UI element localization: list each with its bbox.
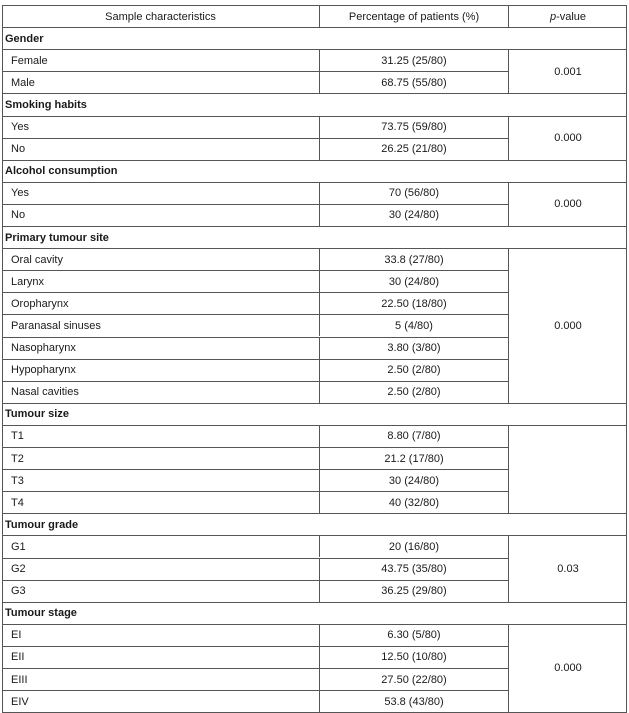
- row-value: 68.75 (55/80): [319, 72, 508, 93]
- section-title: Gender: [5, 32, 44, 45]
- table-row: [2, 668, 508, 690]
- table-row: [2, 359, 508, 381]
- table-row: [2, 425, 508, 447]
- p-value-cell: 0.000: [508, 248, 627, 403]
- table-row: [2, 248, 508, 270]
- table-header-row: [2, 5, 627, 27]
- row-label: T1: [11, 430, 24, 443]
- table-row: [2, 580, 508, 602]
- row-value: 22.50 (18/80): [319, 293, 508, 314]
- row-label: T4: [11, 496, 24, 509]
- header-p-suffix: -value: [556, 10, 587, 23]
- row-value: 70 (56/80): [319, 183, 508, 204]
- row-label: Female: [11, 54, 48, 67]
- section-title: Tumour grade: [5, 518, 79, 531]
- table-row: [2, 337, 508, 359]
- table-row: [2, 558, 508, 580]
- row-value: 21.2 (17/80): [319, 448, 508, 469]
- table-row: [2, 469, 508, 491]
- header-sample-characteristics: Sample characteristics: [105, 10, 216, 23]
- table-row: [2, 381, 508, 403]
- row-value: 26.25 (21/80): [319, 139, 508, 160]
- row-label: T2: [11, 452, 24, 465]
- row-label: EIII: [11, 673, 28, 686]
- row-label: T3: [11, 474, 24, 487]
- row-value: 12.50 (10/80): [319, 647, 508, 668]
- section-row: [2, 93, 627, 115]
- table-row: [2, 690, 508, 712]
- row-label: EIV: [11, 695, 29, 708]
- row-label: No: [11, 143, 26, 156]
- table-row: [2, 447, 508, 469]
- row-value: 40 (32/80): [319, 492, 508, 513]
- header-p-letter: p: [549, 10, 557, 23]
- row-label: Yes: [11, 187, 29, 200]
- section-row: [2, 27, 627, 49]
- row-label: Oropharynx: [11, 297, 69, 310]
- row-label: Yes: [11, 121, 29, 133]
- row-value: 31.25 (25/80): [319, 50, 508, 71]
- p-value-cell: 0.03: [508, 535, 627, 601]
- table-row: [2, 116, 508, 138]
- table-row: [2, 71, 508, 93]
- row-value: 30 (24/80): [319, 470, 508, 491]
- p-value-cell: 0.000: [508, 116, 627, 160]
- table-row: [2, 49, 508, 71]
- p-value-cell: 0.001: [508, 49, 627, 93]
- row-label: EI: [11, 629, 22, 642]
- row-value: 43.75 (35/80): [319, 559, 508, 580]
- section-title: Tumour stage: [5, 607, 77, 620]
- section-row: [2, 602, 627, 624]
- table-row: [2, 491, 508, 513]
- row-label: Oral cavity: [11, 253, 63, 266]
- table-row: [2, 314, 508, 336]
- p-value-cell: 0.000: [508, 624, 627, 712]
- section-title: Alcohol consumption: [5, 165, 118, 178]
- section-row: [2, 513, 627, 535]
- section-title: Tumour size: [5, 408, 69, 421]
- row-value: 27.50 (22/80): [319, 669, 508, 690]
- table-row: [2, 646, 508, 668]
- row-value: 53.8 (43/80): [319, 691, 508, 712]
- table-row: [2, 204, 508, 226]
- table-right-border: [626, 5, 627, 712]
- row-value: 2.50 (2/80): [319, 382, 508, 403]
- row-value: 36.25 (29/80): [319, 581, 508, 602]
- row-value: 6.30 (5/80): [319, 625, 508, 646]
- row-value: 8.80 (7/80): [319, 426, 508, 447]
- section-row: [2, 226, 627, 248]
- row-label: Paranasal sinuses: [11, 319, 101, 332]
- row-label: G2: [11, 563, 26, 575]
- row-value: 5 (4/80): [319, 315, 508, 336]
- row-value: 33.8 (27/80): [319, 249, 508, 270]
- p-value-cell: [508, 425, 627, 513]
- section-row: [2, 403, 627, 425]
- section-title: Primary tumour site: [5, 231, 109, 244]
- row-label: Larynx: [11, 275, 45, 288]
- row-label: EII: [11, 651, 25, 664]
- row-value: 3.80 (3/80): [319, 338, 508, 359]
- row-label: Nasopharynx: [11, 342, 76, 354]
- row-value: 73.75 (59/80): [319, 117, 508, 138]
- row-value: 20 (16/80): [319, 536, 508, 557]
- row-value: 2.50 (2/80): [319, 360, 508, 381]
- p-value-cell: 0.000: [508, 182, 627, 226]
- header-percentage: Percentage of patients (%): [319, 6, 508, 27]
- section-row: [2, 160, 627, 182]
- table-row: [2, 138, 508, 160]
- row-label: Nasal cavities: [11, 386, 79, 399]
- table-row: [2, 182, 508, 204]
- row-label: Male: [11, 76, 35, 89]
- section-title: Smoking habits: [5, 98, 87, 111]
- header-p-value: [508, 6, 627, 27]
- table-row: [2, 270, 508, 292]
- row-value: 30 (24/80): [319, 271, 508, 292]
- row-label: No: [11, 209, 26, 222]
- row-label: G1: [11, 540, 26, 553]
- table-row: [2, 535, 508, 557]
- table-left-border: [2, 5, 3, 712]
- row-value: 30 (24/80): [319, 205, 508, 226]
- table-row: [2, 624, 508, 646]
- table-row: [2, 292, 508, 314]
- row-label: G3: [11, 585, 26, 598]
- row-label: Hypopharynx: [11, 364, 76, 377]
